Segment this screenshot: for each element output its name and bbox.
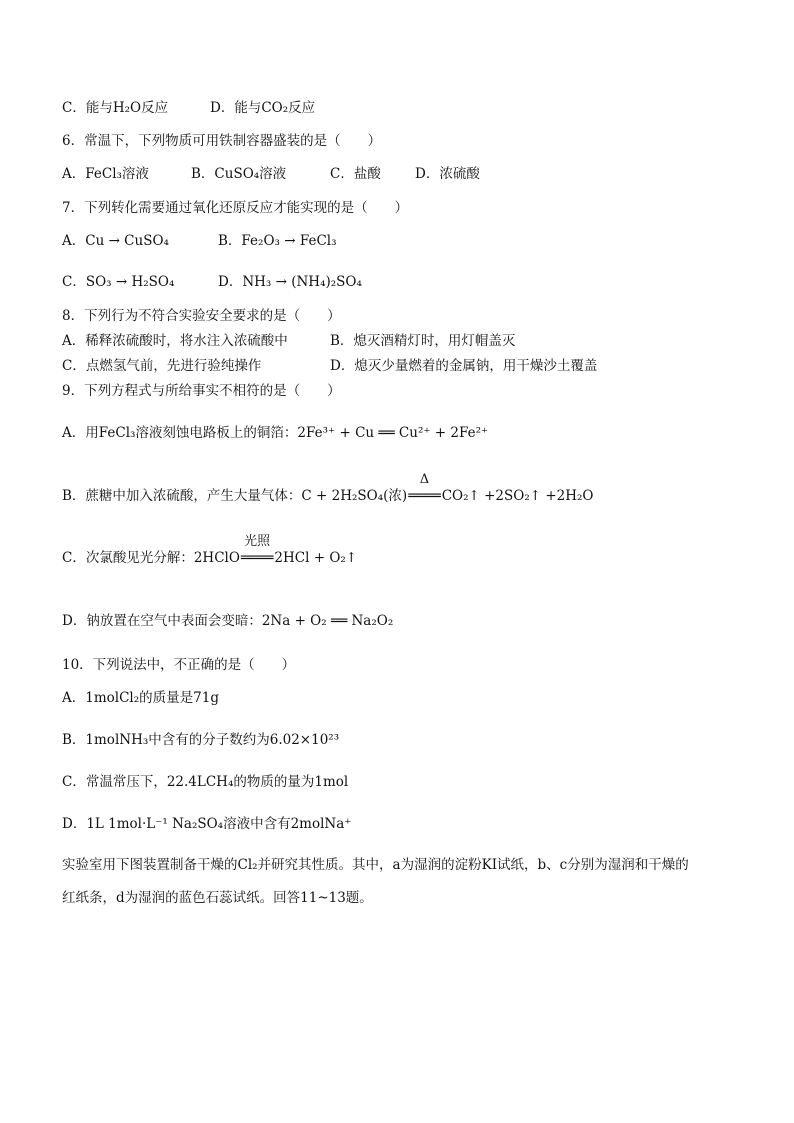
q6-option-a: A．FeCl₃溶液 <box>62 166 149 182</box>
intro-line-1: 实验室用下图装置制备干燥的Cl₂并研究其性质。其中，a为湿润的淀粉KI试纸，b、c分别为湿润和干燥的 <box>62 857 689 873</box>
q6-option-c: C．盐酸 <box>330 166 381 182</box>
q9-option-a: A．用FeCl₃溶液刻蚀电路板上的铜箔：2Fe³⁺ + Cu ══ Cu²⁺ + 2Fe²⁺ <box>62 425 489 441</box>
q10-stem: 10．下列说法中，不正确的是（ ） <box>62 657 296 673</box>
q9-option-c <box>62 534 358 567</box>
q10-option-c: C．常温常压下，22.4LCH₄的物质的量为1mol <box>62 774 349 790</box>
q9-stem: 9．下列方程式与所给事实不相符的是（ ） <box>62 383 341 399</box>
q10-option-b: B．1molNH₃中含有的分子数约为6.02×10²³ <box>62 732 340 748</box>
q9-c-reactants: C．次氯酸见光分解：2HClO <box>62 550 240 566</box>
q9-c-equals: ════ <box>240 550 274 566</box>
q6-option-b: B．CuSO₄溶液 <box>191 166 287 182</box>
q5-options-cd <box>62 99 168 117</box>
q9-b-reactants: B．蔗糖中加入浓硫酸，产生大量气体：C + 2H₂SO₄(浓) <box>62 488 408 504</box>
q5-option-d: D．能与CO₂反应 <box>210 100 316 116</box>
q10-option-a: A．1molCl₂的质量是71g <box>62 690 219 706</box>
q9-b-equals: ════ <box>408 488 441 504</box>
q9-option-b <box>62 472 594 505</box>
q10-option-d: D．1L 1mol·L⁻¹ Na₂SO₄溶液中含有2molNa⁺ <box>62 816 352 832</box>
intro-line-2: 红纸条，d为湿润的蓝色石蕊试纸。回答11~13题。 <box>62 890 373 906</box>
q9-b-products: CO₂↑ +2SO₂↑ +2H₂O <box>441 488 594 504</box>
q8-option-c: C．点燃氢气前，先进行验纯操作 <box>62 358 262 374</box>
q8-option-a: A．稀释浓硫酸时，将水注入浓硫酸中 <box>62 333 288 349</box>
q9-c-condition-arrow <box>240 534 274 567</box>
q7-option-d: D．NH₃ → (NH₄)₂SO₄ <box>218 274 362 290</box>
q5-option-c: C．能与H₂O反应 <box>62 100 169 116</box>
q6-stem: 6．常温下，下列物质可用铁制容器盛装的是（ ） <box>62 133 382 149</box>
heating-symbol: Δ <box>419 472 430 487</box>
q8-option-b: B．熄灭酒精灯时，用灯帽盖灭 <box>330 333 516 349</box>
q8-stem: 8．下列行为不符合实验安全要求的是（ ） <box>62 308 341 324</box>
q7-option-b: B．Fe₂O₃ → FeCl₃ <box>218 233 337 249</box>
q7-option-c: C．SO₃ → H₂SO₄ <box>62 274 175 290</box>
q7-stem: 7．下列转化需要通过氧化还原反应才能实现的是（ ） <box>62 200 409 216</box>
q9-b-condition-arrow <box>408 472 441 505</box>
q8-option-d: D．熄灭少量燃着的金属钠，用干燥沙土覆盖 <box>330 358 598 374</box>
q7-option-a: A．Cu → CuSO₄ <box>62 233 169 249</box>
q9-option-d: D．钠放置在空气中表面会变暗：2Na + O₂ ══ Na₂O₂ <box>62 613 394 629</box>
q6-option-d: D．浓硫酸 <box>415 166 480 182</box>
light-condition: 光照 <box>244 534 271 549</box>
q9-c-products: 2HCl + O₂↑ <box>274 550 358 566</box>
